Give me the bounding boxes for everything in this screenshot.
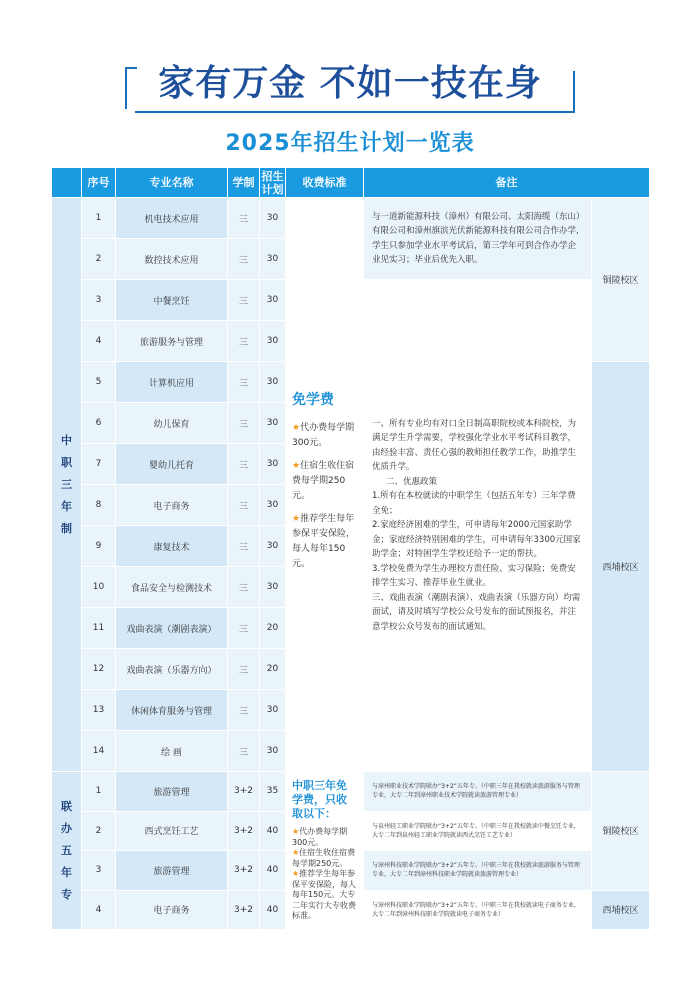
category-label: 联 办 五 年 专: [61, 799, 72, 901]
row-major: 西式烹饪工艺: [116, 811, 228, 851]
row-years: 三: [228, 198, 260, 239]
row-years: 三: [228, 690, 260, 731]
fee-item: ★住宿生收住宿费每学期250元。: [292, 848, 356, 868]
row-note: 与泉州轻工职业学院联办“3+2”五年专。（中职三年在我校就读中餐烹饪专业，大专二年到泉州轻工职业学院就读西式烹饪工艺专业）: [364, 811, 592, 851]
row-plan: 30: [260, 403, 286, 444]
row-no: 3: [82, 851, 116, 891]
header-seq: 序号: [82, 168, 116, 198]
fee-title: 免学费: [292, 392, 334, 408]
row-no: 4: [82, 890, 116, 930]
row-major: 旅游服务与管理: [116, 321, 228, 362]
campus-tongling: 铜陵校区: [592, 198, 650, 362]
star-icon: ★: [292, 848, 300, 858]
row-years: 三: [228, 731, 260, 772]
row-plan: 30: [260, 567, 286, 608]
row-plan: 30: [260, 526, 286, 567]
row-no: 13: [82, 690, 116, 731]
row-major: 食品安全与检测技术: [116, 567, 228, 608]
row-major: 绘 画: [116, 731, 228, 772]
slogan: 家有万金 不如一技在身: [158, 63, 542, 104]
header-major: 专业名称: [116, 168, 228, 198]
row-no: 10: [82, 567, 116, 608]
row-years: 三: [228, 608, 260, 649]
note-paragraph: 2.家庭经济困难的学生，可申请每年2000元国家助学金；家庭经济特别困难的学生，可申请每年3300元国家助学金；对特困学生学校还给予一定的帮扶。: [372, 520, 581, 560]
row-plan: 40: [260, 811, 286, 851]
fee-item: ★住宿生收住宿费每学期250元。: [292, 461, 355, 501]
header-years: 学制: [228, 168, 260, 198]
row-plan: 40: [260, 890, 286, 930]
row-no: 14: [82, 731, 116, 772]
fee-item: ★代办费每学期300元。: [292, 423, 355, 448]
row-years: 三: [228, 321, 260, 362]
row-plan: 30: [260, 321, 286, 362]
row-no: 2: [82, 239, 116, 280]
row-years: 3+2: [228, 811, 260, 851]
row-major: 婴幼儿托育: [116, 444, 228, 485]
campus-tongling: 铜陵校区: [592, 772, 650, 891]
campus-xipu: 西埔校区: [592, 890, 650, 930]
row-years: 3+2: [228, 772, 260, 812]
note-policy: [364, 280, 592, 772]
enrollment-table: [51, 167, 650, 930]
row-no: 5: [82, 362, 116, 403]
note-paragraph: 三、戏曲表演（潮剧表演）、戏曲表演（乐器方向）均需面试，请及时填写学校公众号发布的面试预报名，并注意学校公众号发布的面试通知。: [372, 592, 581, 632]
row-years: 三: [228, 485, 260, 526]
row-no: 12: [82, 649, 116, 690]
row-plan: 20: [260, 608, 286, 649]
row-no: 1: [82, 772, 116, 812]
row-plan: 35: [260, 772, 286, 812]
row-major: 电子商务: [116, 890, 228, 930]
row-major: 旅游管理: [116, 851, 228, 891]
row-years: 三: [228, 526, 260, 567]
row-no: 6: [82, 403, 116, 444]
row-plan: 20: [260, 649, 286, 690]
row-major: 电子商务: [116, 485, 228, 526]
row-no: 1: [82, 198, 116, 239]
row-no: 3: [82, 280, 116, 321]
category-cell: [52, 198, 82, 772]
row-major: 旅游管理: [116, 772, 228, 812]
row-major: 计算机应用: [116, 362, 228, 403]
row-years: 3+2: [228, 890, 260, 930]
row-plan: 30: [260, 485, 286, 526]
row-major: 休闲体育服务与管理: [116, 690, 228, 731]
note-paragraph: 一、所有专业均有对口全日制高职院校或本科院校，为满足学生升学需要，学校强化学业水平考试科目教学，由经验丰富、责任心强的教师担任教学工作，助推学生优质升学。: [372, 418, 577, 473]
header-category: [52, 168, 82, 198]
note-paragraph: 二、优惠政策: [386, 476, 438, 487]
table-row: [52, 198, 650, 239]
header-fee: 收费标准: [286, 168, 364, 198]
row-plan: 30: [260, 239, 286, 280]
note-partner: 与一道新能源科技（漳州）有限公司、太阳海缆（东山）有限公司和漳州旗滨光伏新能源科技有限公司合作办学,学生只参加学业水平考试后，第三学年可到合作办学企业见实习；毕业后优先入职。: [364, 198, 592, 280]
row-years: 3+2: [228, 851, 260, 891]
header-note: 备注: [364, 168, 650, 198]
row-major: 幼儿保育: [116, 403, 228, 444]
row-plan: 40: [260, 851, 286, 891]
page-title: 2025年招生计划一览表: [225, 131, 475, 156]
row-note: 与漳州职业技术学院联办“3+2”五年专。（中职三年在我校就读旅游服务与管理专业，大专二年到漳州职业技术学院就读旅游管理专业）: [364, 772, 592, 812]
group-secondary: [52, 198, 650, 772]
table-row: [52, 772, 650, 812]
table-header: [52, 168, 650, 198]
fee-cell: [286, 772, 364, 930]
row-years: 三: [228, 403, 260, 444]
row-plan: 30: [260, 198, 286, 239]
fee-item: ★推荐学生每年参保平安保险，每人每年150元。: [292, 514, 356, 569]
row-note: 与漳州科技职业学院联办“3+2”五年专。（中职三年在我校就读旅游服务与管理专业，大专二年到漳州科技职业学院就读旅游管理专业）: [364, 851, 592, 891]
star-icon: ★: [292, 869, 300, 879]
row-note: 与漳州科技职业学院联办“3+2”五年专。（中职三年在我校就读电子商务专业，大专二年到漳州科技职业学院就读电子商务专业）: [364, 890, 592, 930]
fee-cell: [286, 198, 364, 772]
row-no: 9: [82, 526, 116, 567]
row-plan: 30: [260, 444, 286, 485]
row-years: 三: [228, 280, 260, 321]
fee-item: ★代办费每学期300元。: [292, 827, 348, 847]
row-major: 机电技术应用: [116, 198, 228, 239]
row-major: 康复技术: [116, 526, 228, 567]
slogan-underline: [135, 111, 565, 113]
row-no: 11: [82, 608, 116, 649]
category-label: 中 职 三 年 制: [61, 433, 72, 535]
campus-xipu: 西埔校区: [592, 362, 650, 772]
row-years: 三: [228, 649, 260, 690]
row-no: 8: [82, 485, 116, 526]
row-years: 三: [228, 239, 260, 280]
slogan-banner: [125, 55, 575, 107]
group-five-year: [52, 772, 650, 930]
row-years: 三: [228, 444, 260, 485]
star-icon: ★: [292, 461, 301, 471]
row-major: 中餐烹饪: [116, 280, 228, 321]
header-plan: 招生 计划: [261, 169, 284, 196]
star-icon: ★: [292, 423, 301, 433]
fee-item: ★推荐学生每年参保平安保险，每人每年150元。大专二年实行大专收费标准。: [292, 869, 356, 921]
note-paragraph: 1.所有在本校就读的中职学生（包括五年专）三年学费全免；: [372, 491, 576, 516]
row-plan: 30: [260, 280, 286, 321]
row-major: 戏曲表演（乐器方向）: [116, 649, 228, 690]
row-no: 7: [82, 444, 116, 485]
category-cell: [52, 772, 82, 930]
row-no: 2: [82, 811, 116, 851]
row-no: 4: [82, 321, 116, 362]
star-icon: ★: [292, 827, 300, 837]
row-plan: 30: [260, 690, 286, 731]
star-icon: ★: [292, 514, 301, 524]
row-major: 数控技术应用: [116, 239, 228, 280]
note-paragraph: 3.学校免费为学生办理校方责任险、实习保险；免费安排学生实习、推荐毕业生就业。: [372, 563, 576, 589]
row-years: 三: [228, 362, 260, 403]
row-major: 戏曲表演（潮剧表演）: [116, 608, 228, 649]
row-plan: 30: [260, 731, 286, 772]
row-years: 三: [228, 567, 260, 608]
row-plan: 30: [260, 362, 286, 403]
fee-title: 中职三年免学费，只收取以下：: [292, 779, 347, 821]
